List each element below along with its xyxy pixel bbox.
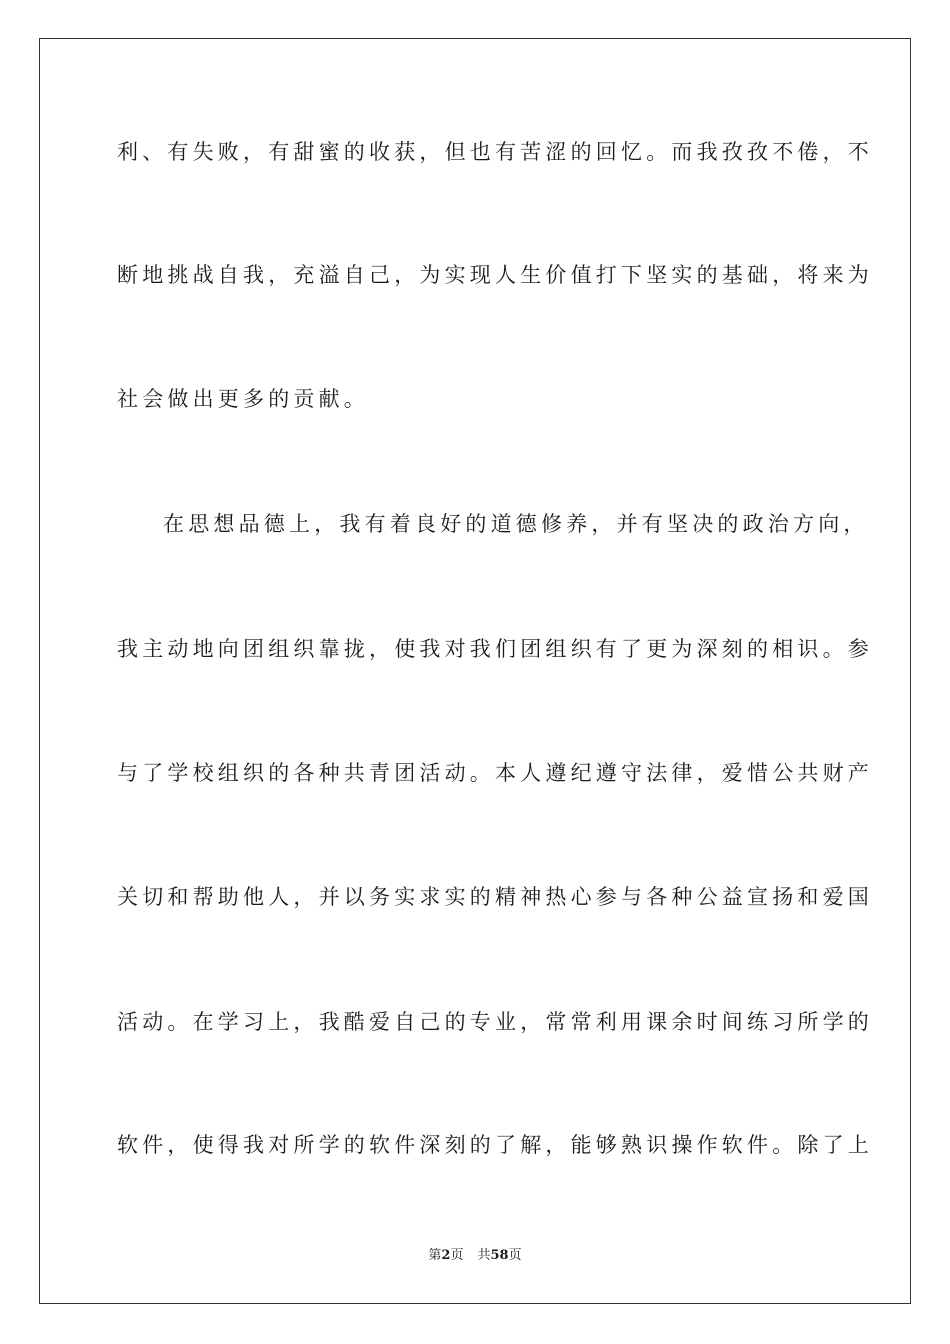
page-number: 2 <box>441 1248 451 1263</box>
text-line: 断地挑战自我，充溢自己，为实现人生价值打下坚实的基础，将来为 <box>117 263 873 287</box>
page-indicator <box>428 1248 463 1263</box>
text-line: 活动。在学习上，我酷爱自己的专业，常常利用课余时间练习所学的 <box>117 1010 873 1034</box>
page-suffix: 页 <box>450 1248 464 1263</box>
total-suffix: 页 <box>508 1248 522 1263</box>
text-line: 社会做出更多的贡献。 <box>117 387 369 411</box>
total-pages-indicator <box>477 1248 521 1263</box>
text-line: 与了学校组织的各种共青团活动。本人遵纪遵守法律，爱惜公共财产 <box>117 761 873 785</box>
total-pages: 58 <box>490 1248 509 1263</box>
paragraph-first-line: 在思想品德上，我有着良好的道德修养，并有坚决的政治方向， <box>163 512 869 536</box>
text-line: 关切和帮助他人，并以务实求实的精神热心参与各种公益宣扬和爱国 <box>117 885 873 909</box>
text-line: 利、有失败，有甜蜜的收获，但也有苦涩的回忆。而我孜孜不倦，不 <box>117 140 873 164</box>
text-line: 我主动地向团组织靠拢，使我对我们团组织有了更为深刻的相识。参 <box>117 637 873 661</box>
text-line: 软件，使得我对所学的软件深刻的了解，能够熟识操作软件。除了上 <box>117 1133 873 1157</box>
page-footer <box>0 1247 950 1265</box>
page-border <box>39 38 911 1304</box>
total-prefix: 共 <box>477 1248 491 1263</box>
page-prefix: 第 <box>428 1248 442 1263</box>
